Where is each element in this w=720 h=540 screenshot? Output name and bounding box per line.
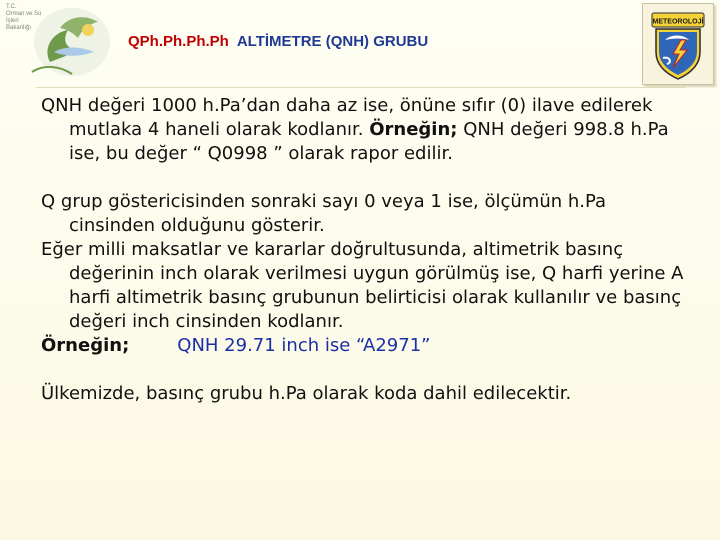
- paragraph-turkey-usage: [41, 382, 691, 406]
- ministry-name: T.C. Orman ve Su İşleri Bakanlığı: [6, 4, 42, 31]
- paragraph-a-indicator-text: Eğer milli maksatlar ve kararlar doğrultusunda, altimetrik basınç değerinin inch olarak verilmesi uygun görülmüş ise, Q harfi yerine A harfi altimetrik basınç grubunun belirticisi olarak kullanılır ve basınç değeri inch cinsinden kodlanır.: [41, 239, 684, 332]
- paragraph-turkey-usage-text: Ülkemizde, basınç grubu h.Pa olarak koda dahil edilecektir.: [41, 383, 572, 404]
- paragraph-q-indicator-text: Q grup göstericisinden sonraki sayı 0 veya 1 ise, ölçümün h.Pa cinsinden olduğunu gösterir.: [41, 191, 607, 236]
- paragraph-qnh-padding: [41, 94, 691, 166]
- paragraph-qnh-example: QNH değeri 998.8 h.Pa ise, bu değer “ Q0998 ” olarak rapor edilir.: [69, 119, 669, 164]
- example-inch-value: QNH 29.71 inch ise “A2971”: [177, 335, 431, 356]
- example-label-2: Örneğin;: [41, 335, 130, 356]
- header-divider: [36, 87, 686, 88]
- paragraph-qnh-text: QNH değeri 1000 h.Pa’dan daha az ise, önüne sıfır (0) ilave edilerek mutlaka 4 haneli olarak kodlanır.: [41, 95, 653, 140]
- example-label-1: Örneğin;: [369, 119, 458, 140]
- slide-content: [41, 94, 691, 406]
- paragraph-a-indicator: [41, 238, 691, 334]
- example-line-inch: [41, 334, 691, 358]
- meteorology-shield-icon: [643, 4, 713, 84]
- meteorology-badge-frame: [642, 3, 714, 85]
- title-prefix: QPh.Ph.Ph.Ph: [128, 33, 229, 50]
- badge-label: METEOROLOJİ: [652, 18, 704, 26]
- paragraph-q-indicator: [41, 190, 691, 238]
- page-title: [128, 33, 428, 50]
- title-main: ALTİMETRE (QNH) GRUBU: [236, 33, 429, 50]
- slide-header: [0, 0, 720, 88]
